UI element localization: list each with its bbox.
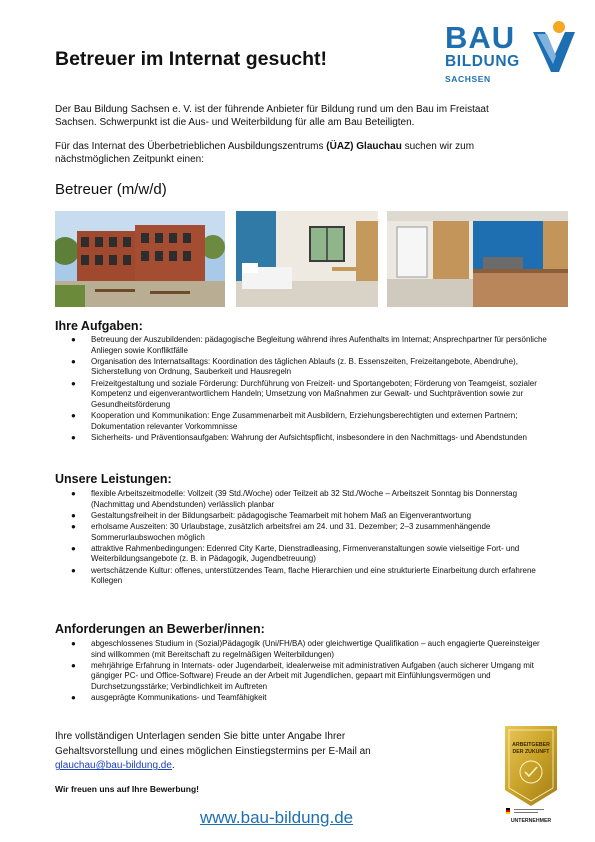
intro-location-text: Für das Internat des Überbetrieblichen Ausbildungszentrums xyxy=(55,141,327,152)
email-link[interactable]: glauchau@bau-bildung.de xyxy=(55,760,172,772)
job-title: Betreuer (m/w/d) xyxy=(55,181,167,198)
closing-thanks: Wir freuen uns auf Ihre Bewerbung! xyxy=(55,784,199,794)
intro-location-text-end: suchen wir zum nächstmöglichen Zeitpunkt einen: xyxy=(55,141,475,166)
list-item xyxy=(55,693,555,704)
page-title: Betreuer im Internat gesucht! xyxy=(55,48,327,70)
list-item xyxy=(55,335,555,356)
section-title-anforderungen: Anforderungen an Bewerber/innen: xyxy=(55,622,265,636)
list-item-text: wertschätzende Kultur: offenes, unterstützendes Team, flache Hierarchien und eine strukturierte Einarbeitung durch erfahrene Kollegen xyxy=(91,565,536,586)
list-item xyxy=(55,639,555,660)
list-item xyxy=(55,566,555,587)
list-item-text: abgeschlossenes Studium in (Sozial)Pädagogik (Uni/FH/BA) oder gleichwertige Qualifikation – auch engagierte Quereinsteiger sind willkommen (mit Bereitschaft zu regelmäßigen Weiterbildungen) xyxy=(91,639,540,659)
bullet-icon: ● xyxy=(71,378,76,388)
list-item xyxy=(55,489,555,510)
leistungen-list xyxy=(55,489,555,587)
building-photo xyxy=(55,211,225,307)
list-item xyxy=(55,522,555,543)
list-item-text: attraktive Rahmenbedingungen: Edenred City Karte, Dienstradleasing, Firmenveranstaltungen sowie vielseitige Fort- und Weiterbildungsangebote (z. B. in Pädagogik, Jugendbetreuung) xyxy=(91,543,520,564)
bullet-icon: ● xyxy=(71,510,76,520)
bullet-icon: ● xyxy=(71,489,76,498)
list-item-text: Kooperation und Kommunikation: Enge Zusammenarbeit mit Ausbildern, Erziehungsberechtigten und externen Partnern; Dokumentation relevanter Vorkommnisse xyxy=(91,410,518,431)
logo-word-bau: BAU xyxy=(445,20,516,55)
bullet-icon: ● xyxy=(71,521,76,531)
bullet-icon: ● xyxy=(71,639,76,648)
bullet-icon: ● xyxy=(71,565,76,575)
list-item-text: Gestaltungsfreiheit in der Bildungsarbeit: pädagogische Teamarbeit mit hohem Maß an Eigenverantwortung xyxy=(91,510,472,520)
bullet-icon: ● xyxy=(71,660,76,670)
list-item-text: ausgeprägte Kommunikations- und Teamfähigkeit xyxy=(91,693,267,703)
website-link[interactable]: www.bau-bildung.de xyxy=(200,808,354,827)
list-item xyxy=(55,357,555,378)
list-item-text: mehrjährige Erfahrung in Internats- oder Jugendarbeit, idealerweise mit administrativen Aufgaben (auch sicherer Umgang mit gängiger PC- und Office-Software) Freude an der Arbeit mit Jugendlichen, gepaart mit Einfühlungsvermögen und Durchsetzungsstärke; Verbindlichkeit im Auftreten xyxy=(91,660,534,691)
list-item-text: Sicherheits- und Präventionsaufgaben: Wahrung der Aufsichtspflicht, insbesondere in den Nachmittags- und Abendstunden xyxy=(91,432,527,442)
badge-footer: UNTERNEHMER xyxy=(510,818,552,824)
closing-period: . xyxy=(171,760,175,772)
list-item xyxy=(55,511,555,522)
bullet-icon: ● xyxy=(71,335,76,344)
list-item-text: Betreuung der Auszubildenden: pädagogische Begleitung während ihres Aufenthalts im Internat; Ansprechpartner für persönliche Anliegen sowie Konfliktfälle xyxy=(91,335,547,355)
employer-award-badge xyxy=(500,724,562,826)
list-item xyxy=(55,411,555,432)
list-item xyxy=(55,661,555,693)
intro-paragraph: Der Bau Bildung Sachsen e. V. ist der führende Anbieter für Bildung rund um den Bau im Freistaat Sachsen. Schwerpunkt ist die Aus- und Weiterbildung für alle am Bau Beteiligten. xyxy=(55,104,489,129)
badge-line1: ARBEITGEBER xyxy=(512,742,550,748)
logo-mark-icon xyxy=(529,20,575,78)
list-item-text: Organisation des Internatsalltags: Koordination des täglichen Ablaufs (z. B. Essenszeiten, Freizeitangebote, Abendruhe), Sicherstellung von Ordnung, Sauberkeit und Hausregeln xyxy=(91,356,518,377)
closing-text: Ihre vollständigen Unterlagen senden Sie bitte unter Angabe Ihrer Gehaltsvorstellung und eines möglichen Einstiegstermins per E-Mail an xyxy=(55,731,371,757)
bedroom-photo xyxy=(236,211,378,307)
anforderungen-list xyxy=(55,639,555,704)
section-title-leistungen: Unsere Leistungen: xyxy=(55,472,172,486)
bullet-icon: ● xyxy=(71,410,76,420)
badge-line2: DER ZUKUNFT xyxy=(512,749,550,755)
list-item-text: Freizeitgestaltung und soziale Förderung: Durchführung von Freizeit- und Sportangeboten; Förderung von Teamgeist, sozialer Kompetenz und eigenverantwortlichem Handeln; Umsetzung von Maßnahmen zur Gewalt- und Suchtprävention sowie zur Gesundheitsförderung xyxy=(91,378,537,409)
closing-paragraph xyxy=(55,730,405,774)
bullet-icon: ● xyxy=(71,543,76,553)
bau-bildung-logo xyxy=(445,20,575,100)
list-item-text: flexible Arbeitszeitmodelle: Vollzeit (39 Std./Woche) oder Teilzeit ab 32 Std./Woche – Arbeitszeit Sonntag bis Donnerstag (Nachmittag und Abendstunden) verlässlich planbar xyxy=(91,489,518,509)
logo-word-sachsen: SACHSEN xyxy=(445,74,491,84)
intro-location-name: (ÜAZ) Glauchau xyxy=(326,141,402,152)
list-item-text: erholsame Auszeiten: 30 Urlaubstage, zusätzlich arbeitsfrei am 24. und 31. Dezember; 2–3 zusammenhängende Sommerurlaubswochen möglich xyxy=(91,521,491,542)
aufgaben-list xyxy=(55,335,555,444)
section-title-aufgaben: Ihre Aufgaben: xyxy=(55,319,143,333)
list-item xyxy=(55,544,555,565)
list-item xyxy=(55,433,555,444)
intro-location-paragraph xyxy=(55,140,525,167)
list-item xyxy=(55,379,555,411)
bullet-icon: ● xyxy=(71,432,76,442)
lounge-photo xyxy=(387,211,568,307)
bullet-icon: ● xyxy=(71,356,76,366)
logo-word-bildung: BILDUNG xyxy=(445,53,520,70)
bullet-icon: ● xyxy=(71,693,76,703)
